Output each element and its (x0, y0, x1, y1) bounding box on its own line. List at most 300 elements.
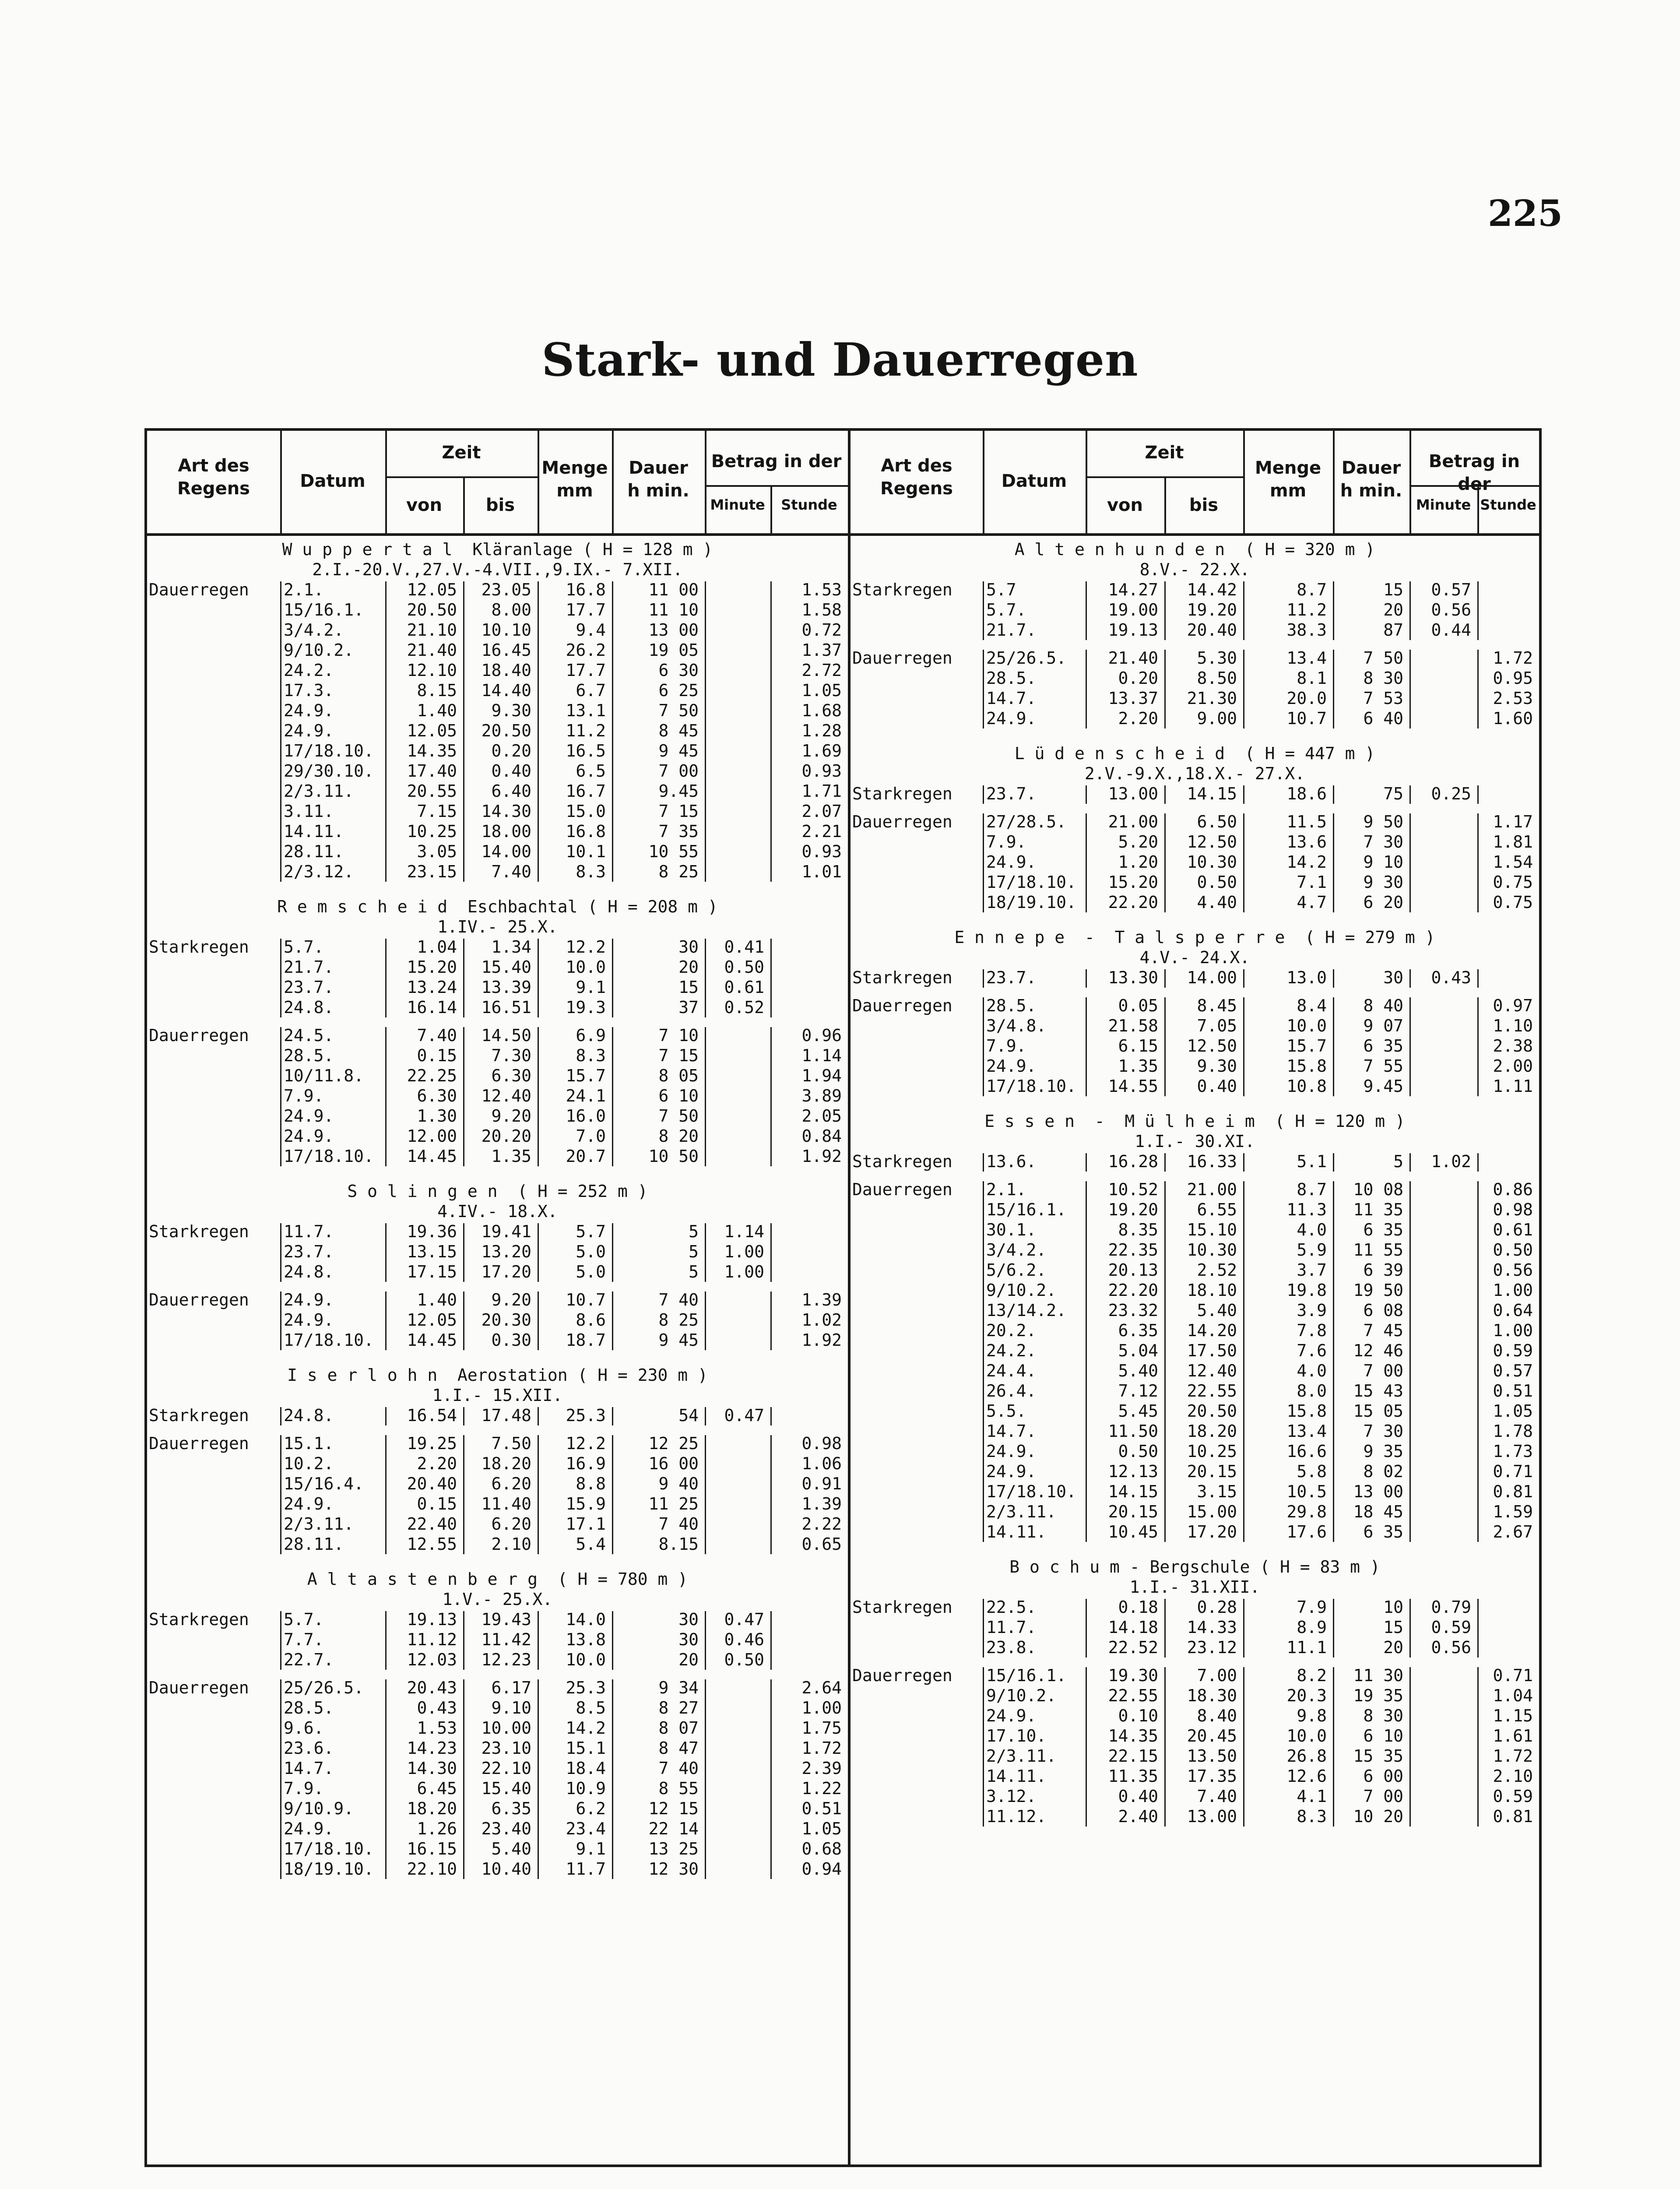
cell-menge: 8.0 (1297, 1381, 1327, 1401)
cell-datum: 15/16.4. (284, 1474, 364, 1493)
cell-bis: 11.42 (481, 1630, 531, 1649)
cell-dauer: 6 00 (1363, 1767, 1403, 1786)
rain-type: Starkregen (852, 968, 952, 987)
cell-bis: 22.10 (481, 1759, 531, 1778)
cell-dauer: 6 35 (1363, 1522, 1403, 1541)
cell-dauer: 9 07 (1363, 1016, 1403, 1035)
cell-stunde: 2.07 (801, 802, 842, 821)
cell-datum: 13/14.2. (986, 1301, 1067, 1320)
cell-bis: 18.40 (481, 661, 531, 680)
rain-type: Starkregen (852, 580, 952, 599)
cell-datum: 14.7. (986, 1422, 1037, 1441)
cell-bis: 16.51 (481, 998, 531, 1017)
cell-stunde: 1.14 (801, 1046, 842, 1065)
cell-datum: 24.8. (284, 1262, 334, 1281)
cell-von: 6.30 (417, 1086, 457, 1105)
cell-von: 5.04 (1118, 1341, 1158, 1360)
cell-bis: 11.40 (481, 1494, 531, 1513)
station-period: 1.IV.- 25.X. (437, 917, 558, 936)
cell-datum: 24.5. (284, 1026, 334, 1045)
cell-von: 17.15 (407, 1262, 457, 1281)
cell-divider (1477, 785, 1479, 804)
cell-dauer: 9.45 (1363, 1077, 1403, 1096)
cell-divider (983, 1599, 984, 1658)
page-number: 225 (1487, 193, 1563, 235)
cell-bis: 12.40 (1187, 1361, 1237, 1380)
cell-divider (983, 1667, 984, 1827)
cell-stunde: 1.60 (1493, 709, 1533, 728)
cell-divider (1333, 1667, 1334, 1827)
cell-stunde: 0.81 (1493, 1482, 1533, 1501)
cell-von: 15.20 (407, 957, 457, 977)
cell-bis: 0.50 (1197, 873, 1237, 892)
cell-von: 12.10 (407, 661, 457, 680)
cell-von: 1.30 (417, 1106, 457, 1126)
header-column-divider (705, 428, 706, 533)
cell-divider (1086, 1153, 1087, 1172)
cell-datum: 25/26.5. (284, 1678, 364, 1697)
cell-bis: 23.12 (1187, 1638, 1237, 1657)
cell-dauer: 15 (1383, 1618, 1403, 1637)
cell-datum: 9/10.2. (986, 1281, 1057, 1300)
header-betrag: Betrag in der (711, 451, 842, 472)
cell-menge: 10.7 (1286, 709, 1327, 728)
cell-stunde: 1.94 (801, 1066, 842, 1085)
cell-dauer: 30 (678, 937, 699, 957)
cell-menge: 29.8 (1286, 1502, 1327, 1521)
cell-datum: 2.1. (986, 1180, 1026, 1199)
cell-dauer: 5 (1393, 1152, 1403, 1171)
cell-bis: 0.28 (1197, 1598, 1237, 1617)
cell-divider (1243, 785, 1244, 804)
cell-menge: 9.8 (1297, 1706, 1327, 1725)
cell-von: 23.32 (1108, 1301, 1158, 1320)
cell-dauer: 11 10 (648, 600, 699, 619)
cell-stunde: 0.56 (1493, 1260, 1533, 1280)
cell-von: 1.40 (417, 1290, 457, 1309)
cell-von: 16.14 (407, 998, 457, 1017)
cell-datum: 17/18.10. (284, 741, 374, 760)
cell-dauer: 15 (678, 978, 699, 997)
cell-von: 0.15 (417, 1046, 457, 1065)
cell-divider (1477, 581, 1479, 640)
cell-menge: 13.1 (566, 701, 606, 720)
cell-menge: 12.2 (566, 937, 606, 957)
cell-dauer: 13 00 (1353, 1482, 1403, 1501)
cell-bis: 18.00 (481, 822, 531, 841)
rain-type: Starkregen (852, 1152, 952, 1171)
cell-bis: 14.50 (481, 1026, 531, 1045)
station-name: E s s e n - M ü l h e i m ( H = 120 m ) (984, 1112, 1405, 1131)
cell-von: 0.50 (1118, 1442, 1158, 1461)
cell-menge: 3.7 (1297, 1260, 1327, 1280)
cell-stunde: 0.94 (801, 1859, 842, 1879)
cell-von: 5.40 (1118, 1361, 1158, 1380)
station-period: 2.I.-20.V.,27.V.-4.VII.,9.IX.- 7.XII. (312, 560, 683, 579)
cell-datum: 23.7. (284, 978, 334, 997)
cell-dauer: 30 (1383, 968, 1403, 987)
table-row (0, 1260, 1680, 1280)
table-row (0, 1746, 1680, 1766)
cell-menge: 3.9 (1297, 1301, 1327, 1320)
table-row (0, 1766, 1680, 1786)
cell-datum: 17/18.10. (284, 1147, 374, 1166)
cell-datum: 28.5. (284, 1046, 334, 1065)
cell-dauer: 9 45 (658, 741, 699, 760)
header-menge: Menge mm (541, 458, 608, 501)
cell-datum: 3.12. (986, 1787, 1037, 1806)
table-row (0, 1597, 1680, 1617)
cell-bis: 12.23 (481, 1650, 531, 1669)
cell-dauer: 7 50 (1363, 648, 1403, 668)
table-row (0, 1401, 1680, 1421)
table-row (0, 1441, 1680, 1461)
cell-bis: 17.20 (1187, 1522, 1237, 1541)
cell-datum: 24.9. (986, 1056, 1037, 1076)
cell-bis: 8.40 (1197, 1706, 1237, 1725)
cell-datum: 24.9. (284, 1819, 334, 1838)
cell-stunde: 0.93 (801, 842, 842, 861)
cell-divider (1409, 1153, 1411, 1172)
cell-divider (1086, 650, 1087, 728)
cell-datum: 2/3.11. (986, 1502, 1057, 1521)
cell-menge: 4.7 (1297, 893, 1327, 912)
cell-bis: 6.35 (491, 1799, 531, 1818)
cell-bis: 0.30 (491, 1330, 531, 1350)
cell-datum: 23.8. (986, 1638, 1037, 1657)
cell-von: 16.15 (407, 1839, 457, 1858)
cell-datum: 24.8. (284, 1406, 334, 1425)
cell-dauer: 8 20 (658, 1126, 699, 1146)
cell-stunde: 1.92 (801, 1330, 842, 1350)
station-name: B o c h u m - Bergschule ( H = 83 m ) (1009, 1557, 1380, 1577)
cell-von: 12.13 (1108, 1462, 1158, 1481)
cell-von: 19.13 (1108, 620, 1158, 640)
cell-datum: 22.7. (284, 1650, 334, 1669)
cell-divider (1477, 1667, 1479, 1827)
table-row (0, 1461, 1680, 1482)
cell-menge: 6.7 (576, 681, 606, 700)
cell-stunde: 1.10 (1493, 1016, 1533, 1035)
cell-menge: 5.1 (1297, 1152, 1327, 1171)
cell-stunde: 1.53 (801, 580, 842, 599)
cell-datum: 5/6.2. (986, 1260, 1047, 1280)
station-period: 1.I.- 15.XII. (432, 1386, 563, 1405)
cell-von: 14.18 (1108, 1618, 1158, 1637)
cell-von: 0.18 (1118, 1598, 1158, 1617)
cell-datum: 3/4.2. (986, 1240, 1047, 1260)
cell-von: 1.35 (1118, 1056, 1158, 1076)
cell-stunde: 1.73 (1493, 1442, 1533, 1461)
cell-datum: 7.9. (986, 832, 1026, 852)
cell-divider (1409, 997, 1411, 1096)
cell-bis: 13.00 (1187, 1807, 1237, 1826)
cell-von: 10.45 (1108, 1522, 1158, 1541)
cell-divider (1086, 785, 1087, 804)
cell-dauer: 7 40 (658, 1514, 699, 1534)
table-row (0, 1522, 1680, 1542)
table-row (0, 1056, 1680, 1076)
cell-dauer: 7 35 (658, 822, 699, 841)
cell-bis: 10.30 (1187, 1240, 1237, 1260)
cell-stunde: 1.61 (1493, 1726, 1533, 1746)
cell-menge: 24.1 (566, 1086, 606, 1105)
cell-divider (1243, 997, 1244, 1096)
cell-von: 10.25 (407, 822, 457, 841)
cell-von: 23.15 (407, 862, 457, 881)
cell-dauer: 15 43 (1353, 1381, 1403, 1401)
cell-bis: 19.43 (481, 1610, 531, 1629)
cell-menge: 7.1 (1297, 873, 1327, 892)
cell-menge: 17.7 (566, 661, 606, 680)
cell-datum: 5.7. (284, 1610, 324, 1629)
header-dauer: Dauer h min. (627, 458, 689, 501)
cell-stunde: 1.05 (1493, 1401, 1533, 1421)
cell-menge: 5.7 (576, 1222, 606, 1241)
cell-von: 13.24 (407, 978, 457, 997)
cell-minute: 0.57 (1431, 580, 1471, 599)
cell-dauer: 9 45 (658, 1330, 699, 1350)
cell-bis: 14.15 (1187, 784, 1237, 803)
cell-stunde: 0.72 (801, 620, 842, 640)
cell-bis: 20.30 (481, 1310, 531, 1330)
header-betrag: Betrag in der (1428, 451, 1520, 494)
cell-menge: 5.0 (576, 1262, 606, 1281)
cell-dauer: 12 46 (1353, 1341, 1403, 1360)
cell-minute: 0.25 (1431, 784, 1471, 803)
cell-datum: 26.4. (986, 1381, 1037, 1401)
cell-von: 19.00 (1108, 600, 1158, 619)
table-row (0, 648, 1680, 668)
cell-von: 20.55 (407, 781, 457, 801)
cell-bis: 0.20 (491, 741, 531, 760)
cell-menge: 10.0 (1286, 1016, 1327, 1035)
cell-dauer: 9 30 (1363, 873, 1403, 892)
cell-datum: 24.2. (284, 661, 334, 680)
cell-stunde: 2.21 (801, 822, 842, 841)
cell-dauer: 7 00 (658, 761, 699, 781)
cell-stunde: 0.98 (801, 1434, 842, 1453)
cell-bis: 6.17 (491, 1678, 531, 1697)
cell-datum: 24.9. (986, 1706, 1037, 1725)
cell-von: 13.15 (407, 1242, 457, 1261)
station-name: W u p p e r t a l Kläranlage ( H = 128 m ) (282, 540, 713, 559)
cell-menge: 23.4 (566, 1819, 606, 1838)
cell-datum: 24.9. (284, 721, 334, 740)
header-menge: Menge mm (1255, 458, 1322, 501)
cell-dauer: 8 55 (658, 1779, 699, 1798)
cell-bis: 6.20 (491, 1474, 531, 1493)
table-row (0, 996, 1680, 1016)
station-period: 2.V.-9.X.,18.X.- 27.X. (1084, 764, 1305, 783)
cell-dauer: 12 15 (648, 1799, 699, 1818)
table-row (0, 600, 1680, 620)
cell-dauer: 5 (689, 1262, 699, 1281)
cell-stunde: 1.15 (1493, 1706, 1533, 1725)
cell-datum: 21.7. (284, 957, 334, 977)
cell-stunde: 0.61 (1493, 1220, 1533, 1239)
cell-menge: 13.0 (1286, 968, 1327, 987)
table-row (0, 1240, 1680, 1260)
cell-dauer: 6 40 (1363, 709, 1403, 728)
cell-stunde: 0.95 (1493, 669, 1533, 688)
cell-bis: 0.40 (491, 761, 531, 781)
cell-dauer: 30 (678, 1630, 699, 1649)
cell-von: 7.12 (1118, 1381, 1158, 1401)
cell-bis: 14.42 (1187, 580, 1237, 599)
cell-stunde: 2.00 (1493, 1056, 1533, 1076)
cell-menge: 8.7 (1297, 580, 1327, 599)
cell-von: 22.20 (1108, 893, 1158, 912)
cell-datum: 28.11. (284, 1534, 344, 1554)
cell-divider (1333, 1153, 1334, 1172)
cell-dauer: 8 25 (658, 862, 699, 881)
cell-stunde: 0.50 (1493, 1240, 1533, 1260)
cell-von: 0.05 (1118, 996, 1158, 1015)
cell-menge: 20.7 (566, 1147, 606, 1166)
cell-dauer: 6 10 (1363, 1726, 1403, 1746)
cell-divider (1477, 813, 1479, 912)
cell-von: 2.20 (1118, 709, 1158, 728)
cell-dauer: 10 50 (648, 1147, 699, 1166)
cell-von: 6.15 (1118, 1036, 1158, 1056)
cell-divider (1409, 785, 1411, 804)
cell-divider (1243, 813, 1244, 912)
rain-type: Starkregen (852, 1598, 952, 1617)
cell-bis: 14.00 (1187, 968, 1237, 987)
cell-menge: 15.1 (566, 1739, 606, 1758)
cell-von: 12.05 (407, 1310, 457, 1330)
cell-menge: 4.0 (1297, 1361, 1327, 1380)
cell-von: 21.10 (407, 620, 457, 640)
cell-datum: 28.5. (986, 996, 1037, 1015)
cell-stunde: 1.37 (801, 641, 842, 660)
cell-bis: 12.50 (1187, 1036, 1237, 1056)
cell-menge: 15.7 (566, 1066, 606, 1085)
cell-dauer: 20 (678, 957, 699, 977)
cell-datum: 23.6. (284, 1739, 334, 1758)
cell-dauer: 16 00 (648, 1454, 699, 1473)
cell-datum: 24.9. (284, 1310, 334, 1330)
cell-bis: 21.30 (1187, 689, 1237, 708)
rain-type: Dauerregen (852, 996, 952, 1015)
table-row (0, 688, 1680, 708)
cell-dauer: 8 05 (658, 1066, 699, 1085)
rain-type: Dauerregen (149, 1290, 249, 1309)
header-minute: Minute (1416, 496, 1471, 513)
cell-divider (1409, 1181, 1411, 1542)
cell-bis: 8.50 (1197, 669, 1237, 688)
cell-datum: 30.1. (986, 1220, 1037, 1239)
table-row (0, 1280, 1680, 1300)
cell-divider (983, 813, 984, 912)
cell-menge: 10.1 (566, 842, 606, 861)
cell-divider (1333, 581, 1334, 640)
cell-stunde: 1.72 (801, 1739, 842, 1758)
cell-datum: 2.1. (284, 580, 324, 599)
cell-stunde: 1.17 (1493, 812, 1533, 831)
cell-menge: 6.9 (576, 1026, 606, 1045)
table-row (0, 852, 1680, 872)
cell-stunde: 0.57 (1493, 1361, 1533, 1380)
cell-datum: 15/16.1. (284, 600, 364, 619)
page-title: Stark- und Dauerregen (541, 333, 1139, 387)
cell-bis: 20.20 (481, 1126, 531, 1146)
cell-von: 16.28 (1108, 1152, 1158, 1171)
rain-type: Dauerregen (149, 1678, 249, 1697)
cell-von: 13.00 (1108, 784, 1158, 803)
cell-datum: 9/10.9. (284, 1799, 354, 1818)
cell-menge: 17.6 (1286, 1522, 1327, 1541)
table-row (0, 1637, 1680, 1658)
cell-von: 10.52 (1108, 1180, 1158, 1199)
cell-stunde: 1.00 (801, 1698, 842, 1717)
cell-von: 0.15 (417, 1494, 457, 1513)
cell-divider (983, 969, 984, 988)
cell-bis: 22.55 (1187, 1381, 1237, 1401)
cell-dauer: 7 50 (658, 701, 699, 720)
cell-von: 0.40 (1118, 1787, 1158, 1806)
cell-von: 0.10 (1118, 1706, 1158, 1725)
cell-bis: 23.05 (481, 580, 531, 599)
cell-von: 15.20 (1108, 873, 1158, 892)
cell-divider (1333, 650, 1334, 728)
cell-bis: 6.20 (491, 1514, 531, 1534)
cell-dauer: 12 30 (648, 1859, 699, 1879)
cell-menge: 16.9 (566, 1454, 606, 1473)
cell-minute: 0.59 (1431, 1618, 1471, 1637)
cell-datum: 5.7. (284, 937, 324, 957)
cell-divider (1409, 1599, 1411, 1658)
cell-menge: 15.7 (1286, 1036, 1327, 1056)
cell-bis: 14.00 (481, 842, 531, 861)
cell-divider (983, 1153, 984, 1172)
station-period: 4.V.- 24.X. (1139, 948, 1250, 967)
cell-bis: 18.30 (1187, 1686, 1237, 1705)
cell-dauer: 7 30 (1363, 832, 1403, 852)
cell-stunde: 0.86 (1493, 1180, 1533, 1199)
cell-divider (1086, 997, 1087, 1096)
cell-dauer: 9.45 (658, 781, 699, 801)
cell-bis: 17.50 (1187, 1341, 1237, 1360)
cell-stunde: 0.71 (1493, 1666, 1533, 1685)
cell-menge: 8.7 (1297, 1180, 1327, 1199)
cell-minute: 0.56 (1431, 600, 1471, 619)
station-period: 1.I.- 31.XII. (1129, 1577, 1260, 1597)
cell-dauer: 12 25 (648, 1434, 699, 1453)
cell-bis: 2.10 (491, 1534, 531, 1554)
cell-menge: 10.0 (566, 1650, 606, 1669)
header-von: von (1107, 495, 1143, 515)
cell-dauer: 20 (678, 1650, 699, 1669)
cell-datum: 2/3.11. (986, 1746, 1057, 1766)
cell-datum: 23.7. (986, 968, 1037, 987)
cell-stunde: 2.10 (1493, 1767, 1533, 1786)
cell-stunde: 1.39 (801, 1494, 842, 1513)
cell-von: 1.40 (417, 701, 457, 720)
table-row (0, 1036, 1680, 1056)
cell-stunde: 0.64 (1493, 1301, 1533, 1320)
cell-dauer: 7 40 (658, 1290, 699, 1309)
cell-dauer: 6 35 (1363, 1036, 1403, 1056)
cell-datum: 28.5. (986, 669, 1037, 688)
table-row (0, 832, 1680, 852)
station-period: 1.V.- 25.X. (442, 1590, 553, 1609)
cell-dauer: 87 (1383, 620, 1403, 640)
cell-bis: 19.41 (481, 1222, 531, 1241)
cell-stunde: 0.75 (1493, 873, 1533, 892)
table-row (0, 784, 1680, 804)
